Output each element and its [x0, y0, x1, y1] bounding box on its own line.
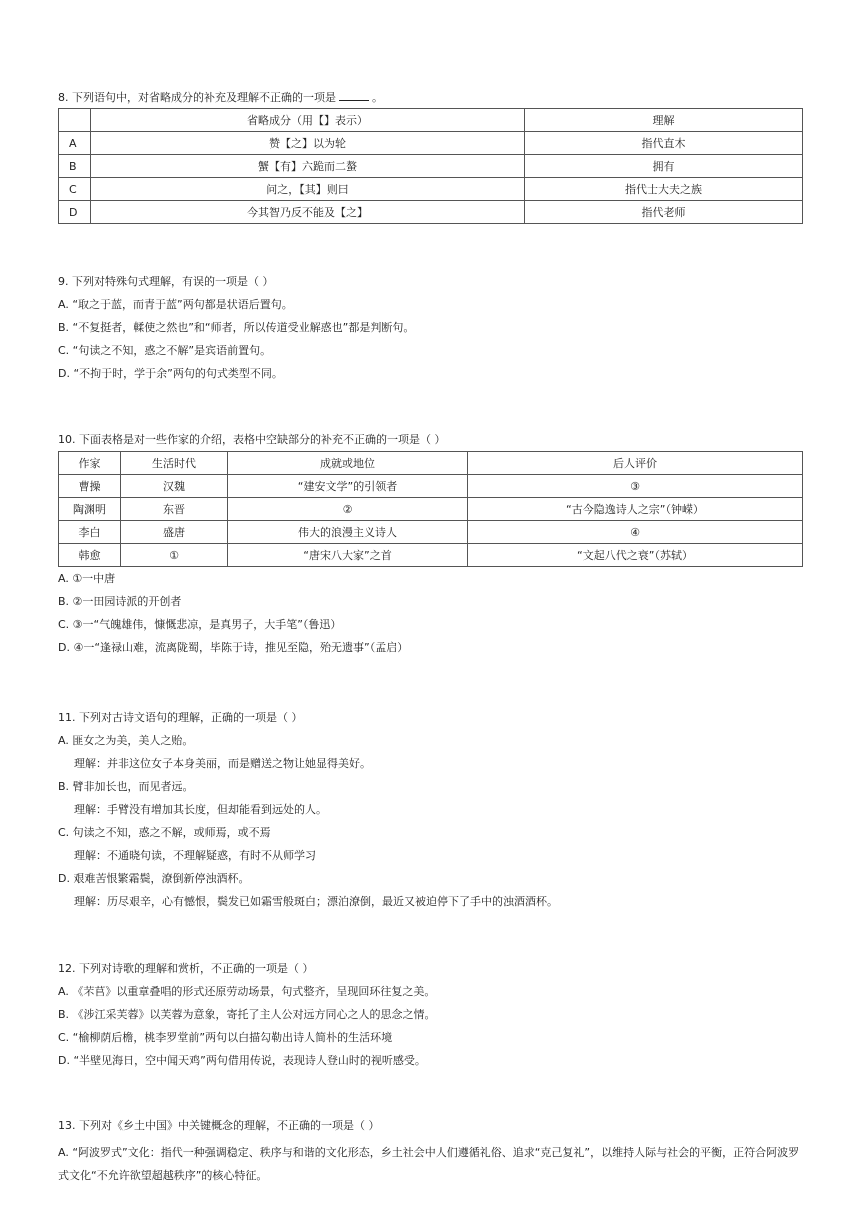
table-cell: 指代直木 [525, 132, 803, 155]
question-12-stem: 12. 下列对诗歌的理解和赏析，不正确的一项是（ ） [58, 962, 314, 975]
question-10-stem: 10. 下面表格是对一些作家的介绍，表格中空缺部分的补充不正确的一项是（ ） [58, 433, 446, 446]
question-8 [58, 90, 803, 224]
option-a: A. “取之于蓝，而青于蓝”两句都是状语后置句。 [58, 298, 293, 311]
question-10 [58, 432, 803, 656]
answer-blank [339, 91, 369, 101]
table-row [59, 544, 803, 567]
question-12 [58, 961, 803, 1069]
table-cell: “建安文学”的引领者 [228, 475, 468, 498]
option-c: C. “榆柳荫后檐，桃李罗堂前”两句以白描勾勒出诗人简朴的生活环境 [58, 1031, 393, 1044]
table-cell: 曹操 [59, 475, 121, 498]
option-a: A. 匪女之为美，美人之贻。 [58, 734, 194, 747]
table-cell: ④ [468, 521, 803, 544]
option-d: D. “不拘于时，学于余”两句的句式类型不同。 [58, 367, 283, 380]
question-10-table [58, 451, 803, 567]
option-d: D. ④一“逢禄山难，流离陇蜀，毕陈于诗，推见至隐，殆无遗事”（孟启） [58, 641, 409, 654]
table-cell: D [59, 201, 91, 224]
option-c: C. “句读之不知，惑之不解”是宾语前置句。 [58, 344, 272, 357]
table-cell: 指代士大夫之族 [525, 178, 803, 201]
table-cell: 汉魏 [121, 475, 228, 498]
table-row [59, 498, 803, 521]
table-header-cell: 作家 [59, 452, 121, 475]
table-row [59, 155, 803, 178]
table-header-cell [59, 109, 91, 132]
option-c: C. ③一“气魄雄伟，慷慨悲凉，是真男子，大手笔”（鲁迅） [58, 618, 342, 631]
question-13 [58, 1118, 803, 1187]
table-cell: 问之，【其】则曰 [91, 178, 525, 201]
table-cell: 东晋 [121, 498, 228, 521]
table-cell: 指代老师 [525, 201, 803, 224]
option-c: C. 句读之不知，惑之不解，或师焉，或不焉 [58, 826, 271, 839]
table-header-row [59, 452, 803, 475]
option-b: B. “不复挺者，輮使之然也”和“师者，所以传道受业解惑也”都是判断句。 [58, 321, 415, 334]
table-cell: ② [228, 498, 468, 521]
table-cell: 伟大的浪漫主义诗人 [228, 521, 468, 544]
question-9 [58, 274, 803, 382]
table-cell: ① [121, 544, 228, 567]
option-b-note: 理解：手臂没有增加其长度，但却能看到远处的人。 [74, 803, 327, 816]
option-b: B. 臂非加长也，而见者远。 [58, 780, 194, 793]
table-header-cell: 生活时代 [121, 452, 228, 475]
table-row [59, 521, 803, 544]
table-cell: 韩愈 [59, 544, 121, 567]
option-a: A. 《芣苢》以重章叠唱的形式还原劳动场景，句式整齐，呈现回环往复之美。 [58, 985, 436, 998]
table-row [59, 201, 803, 224]
option-a: A. ①一中唐 [58, 572, 116, 585]
option-a-note: 理解：并非这位女子本身美丽，而是赠送之物让她显得美好。 [74, 757, 371, 770]
question-8-table [58, 108, 803, 224]
table-cell: B [59, 155, 91, 178]
table-header-cell: 理解 [525, 109, 803, 132]
table-cell: C [59, 178, 91, 201]
option-a: A. “阿波罗式”文化：指代一种强调稳定、秩序与和谐的文化形态，乡土社会中人们遵循礼俗、追求“克己复礼”，以维持人际与社会的平衡，正符合阿波罗式文化“不允许欲望超越秩序”的核心特征。 [58, 1146, 800, 1182]
option-c-note: 理解：不通晓句读，不理解疑惑，有时不从师学习 [74, 849, 316, 862]
table-header-row [59, 109, 803, 132]
table-cell: 赞【之】以为轮 [91, 132, 525, 155]
question-8-stem: 8. 下列语句中，对省略成分的补充及理解不正确的一项是 。 [58, 91, 383, 104]
table-header-cell: 省略成分（用【】表示） [91, 109, 525, 132]
table-cell: ③ [468, 475, 803, 498]
option-d: D. 艰难苦恨繁霜鬓，潦倒新停浊酒杯。 [58, 872, 250, 885]
option-b: B. ②一田园诗派的开创者 [58, 595, 182, 608]
table-row [59, 132, 803, 155]
table-header-cell: 成就或地位 [228, 452, 468, 475]
table-cell: “文起八代之衰”（苏轼） [468, 544, 803, 567]
table-row [59, 178, 803, 201]
table-header-cell: 后人评价 [468, 452, 803, 475]
question-11 [58, 710, 803, 910]
table-cell: 李白 [59, 521, 121, 544]
option-b: B. 《涉江采芙蓉》以芙蓉为意象，寄托了主人公对远方同心之人的思念之情。 [58, 1008, 436, 1021]
table-cell: A [59, 132, 91, 155]
question-13-stem: 13. 下列对《乡土中国》中关键概念的理解，不正确的一项是（ ） [58, 1119, 380, 1132]
table-cell: “古今隐逸诗人之宗”（钟嵘） [468, 498, 803, 521]
table-cell: 拥有 [525, 155, 803, 178]
table-cell: 盛唐 [121, 521, 228, 544]
table-cell: 蟹【有】六跪而二螯 [91, 155, 525, 178]
question-11-stem: 11. 下列对古诗文语句的理解，正确的一项是（ ） [58, 711, 303, 724]
table-cell: 陶渊明 [59, 498, 121, 521]
option-d: D. “半壁见海日，空中闻天鸡”两句借用传说，表现诗人登山时的视听感受。 [58, 1054, 426, 1067]
table-cell: “唐宋八大家”之首 [228, 544, 468, 567]
question-9-stem: 9. 下列对特殊句式理解，有误的一项是（ ） [58, 275, 274, 288]
table-row [59, 475, 803, 498]
table-cell: 今其智乃反不能及【之】 [91, 201, 525, 224]
option-d-note: 理解：历尽艰辛，心有憾恨，鬓发已如霜雪般斑白；漂泊潦倒，最近又被迫停下了手中的浊酒酒杯。 [74, 895, 558, 908]
